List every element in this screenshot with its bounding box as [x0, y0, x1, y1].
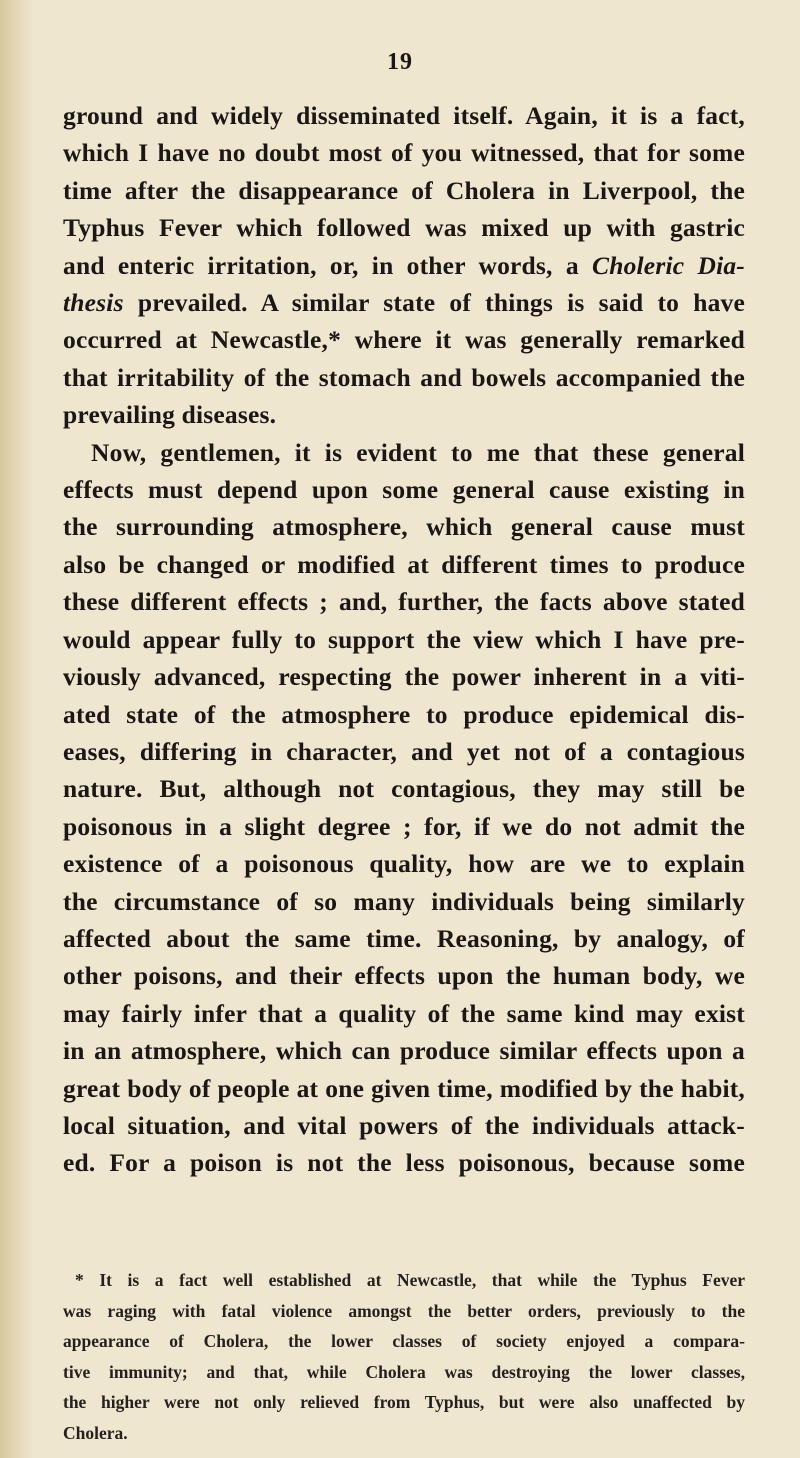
- italic-term-thesis: thesis: [63, 288, 124, 318]
- text-line-21: existence of a poisonous quality, how are we to explain: [63, 849, 745, 879]
- text-line-15: would appear fully to support the view which I have pre-: [63, 624, 745, 654]
- footnote-line-5: the higher were not only relieved from Typhus, but were also unaffected by: [63, 1392, 745, 1413]
- text-line-14: these different effects ; and, further, the facts above stated: [63, 587, 745, 617]
- text-line-28: local situation, and vital powers of the individuals attack-: [63, 1110, 745, 1140]
- text-line-13: also be changed or modified at different times to produce: [63, 549, 745, 579]
- text-line-10: Now, gentlemen, it is evident to me that these general: [91, 437, 745, 467]
- text-line-22: the circumstance of so many individuals being similarly: [63, 886, 745, 916]
- body-text: [63, 97, 745, 1182]
- text-line-29: ed. For a poison is not the less poisonous, because some: [63, 1148, 745, 1178]
- text-line-9: prevailing diseases.: [63, 400, 277, 430]
- text-line-26: in an atmosphere, which can produce similar effects upon a: [63, 1036, 745, 1066]
- text-line-11: effects must depend upon some general cause existing in: [63, 475, 745, 505]
- text-line-12: the surrounding atmosphere, which general cause must: [63, 512, 745, 542]
- italic-term-choleric: Choleric Dia-: [591, 250, 745, 280]
- text-line-4: Typhus Fever which followed was mixed up with gastric: [63, 213, 745, 243]
- page-number: 19: [387, 49, 413, 75]
- page-edge-shadow: [0, 0, 34, 1458]
- text-line-17: ated state of the atmosphere to produce epidemical dis-: [63, 699, 745, 729]
- text-line-5-start: and enteric irritation, or, in other words, a: [63, 250, 579, 280]
- text-line-19: nature. But, although not contagious, they may still be: [63, 774, 745, 804]
- text-line-3: time after the disappearance of Cholera in Liverpool, the: [63, 175, 745, 205]
- text-line-18: eases, differing in character, and yet not of a contagious: [63, 736, 745, 766]
- text-line-6: [63, 284, 745, 321]
- footnote-line-6: Cholera.: [63, 1422, 128, 1443]
- text-line-6-rest: prevailed. A similar state of things is said to have: [123, 288, 745, 318]
- text-line-25: may fairly infer that a quality of the same kind may exist: [63, 998, 745, 1028]
- footnote-line-4: tive immunity; and that, while Cholera was destroying the lower classes,: [63, 1361, 745, 1382]
- text-line-16: viously advanced, respecting the power inherent in a viti-: [63, 662, 745, 692]
- text-line-24: other poisons, and their effects upon the human body, we: [63, 961, 745, 991]
- text-line-8: that irritability of the stomach and bowels accompanied the: [63, 362, 745, 392]
- text-line-7: occurred at Newcastle,* where it was generally remarked: [63, 325, 745, 355]
- footnote-line-1: * It is a fact well established at Newcastle, that while the Typhus Fever: [75, 1270, 745, 1290]
- text-line-2: which I have no doubt most of you witnessed, that for some: [63, 138, 745, 168]
- text-line-5: [63, 247, 745, 284]
- footnote: [63, 1265, 745, 1449]
- text-line-20: poisonous in a slight degree ; for, if we do not admit the: [63, 811, 745, 841]
- footnote-line-3: appearance of Cholera, the lower classes of society enjoyed a compara-: [63, 1331, 745, 1352]
- text-line-23: affected about the same time. Reasoning, by analogy, of: [63, 923, 745, 953]
- footnote-line-2: was raging with fatal violence amongst the better orders, previously to the: [63, 1300, 745, 1321]
- text-line-1: ground and widely disseminated itself. Again, it is a fact,: [63, 101, 745, 130]
- text-line-27: great body of people at one given time, modified by the habit,: [63, 1073, 745, 1103]
